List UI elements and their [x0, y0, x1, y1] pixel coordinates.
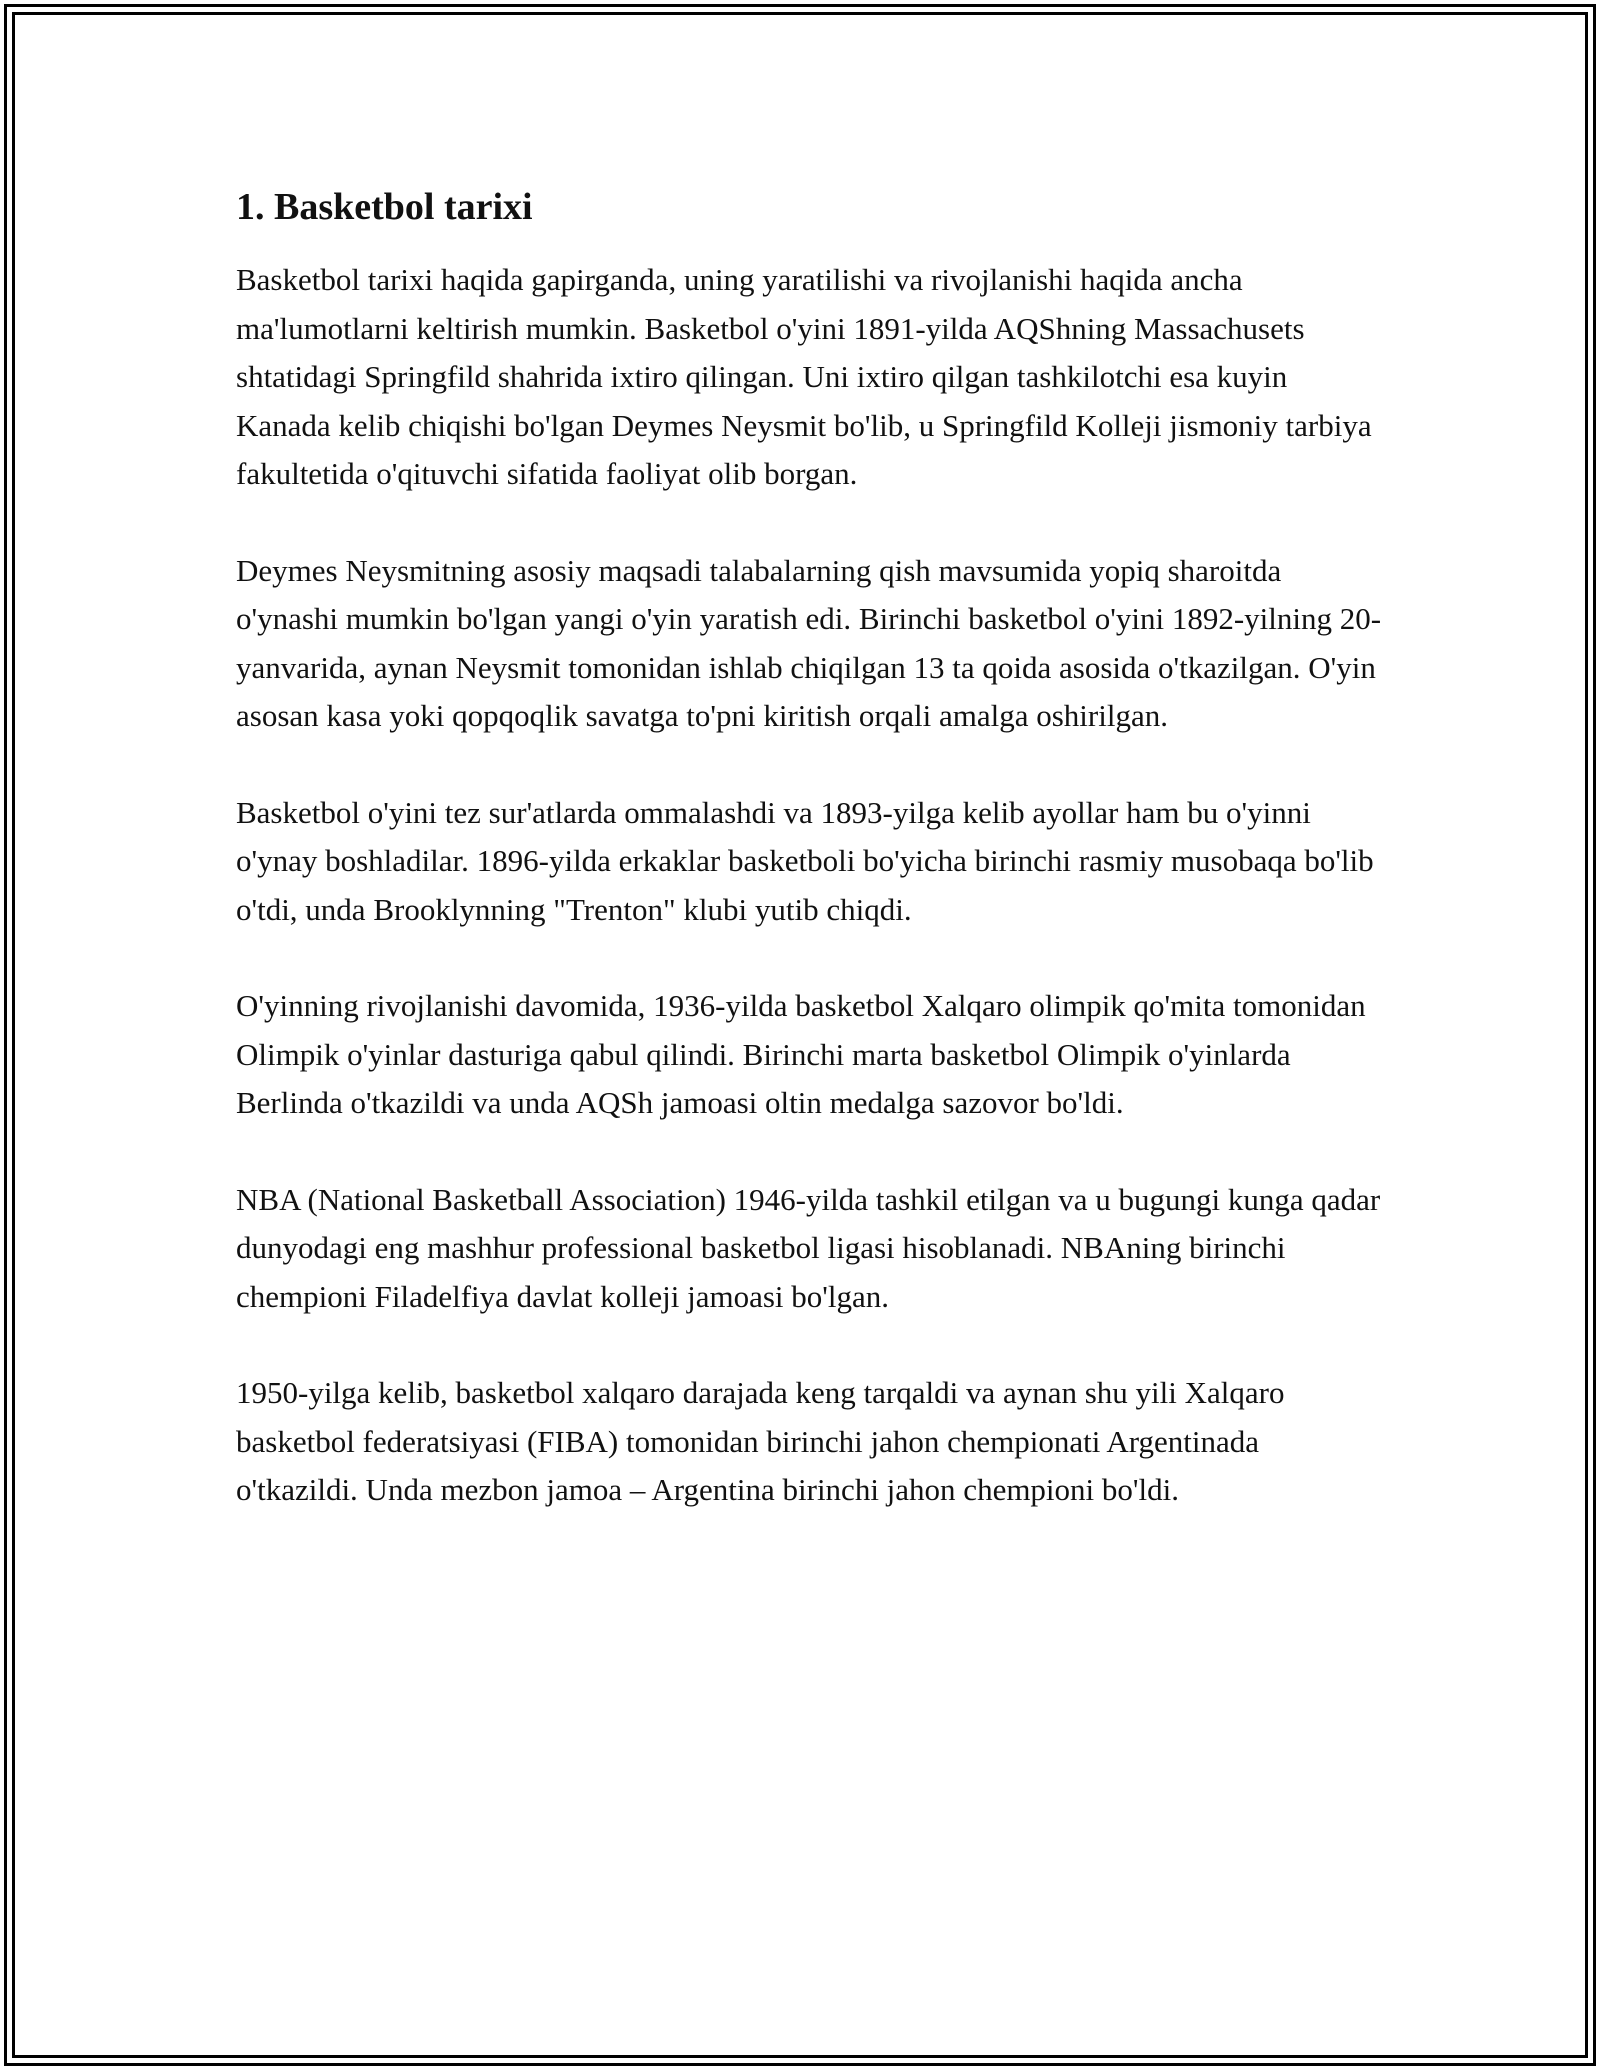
document-body: [236, 184, 1384, 1563]
section-heading: 1. Basketbol tarixi: [236, 186, 533, 228]
paragraph-1: Basketbol tarixi haqida gapirganda, uning yaratilishi va rivojlanishi haqida ancha ma'lumotlarni keltirish mumkin. Basketbol o'yini 1891-yilda AQShning Massachusets shtatidagi Springfild shahrida ixtiro qilingan. Uni ixtiro qilgan tashkilotchi esa kuyin Kanada kelib chiqishi bo'lgan Deymes Neysmit bo'lib, u Springfild Kolleji jismoniy tarbiya fakultetida o'qituvchi sifatida faoliyat olib borgan.: [236, 262, 1372, 491]
paragraph-6: 1950-yilga kelib, basketbol xalqaro darajada keng tarqaldi va aynan shu yili Xalqaro basketbol federatsiyasi (FIBA) tomonidan birinchi jahon chempionati Argentinada o'tkazildi. Unda mezbon jamoa – Argentina birinchi jahon chempioni bo'ldi.: [236, 1375, 1285, 1507]
paragraph-3: Basketbol o'yini tez sur'atlarda ommalashdi va 1893-yilga kelib ayollar ham bu o'yinni o'ynay boshladilar. 1896-yilda erkaklar basketboli bo'yicha birinchi rasmiy musobaqa bo'lib o'tdi, unda Brooklynning "Trenton" klubi yutib chiqdi.: [236, 794, 1374, 927]
paragraph-4: O'yinning rivojlanishi davomida, 1936-yilda basketbol Xalqaro olimpik qo'mita tomonidan Olimpik o'yinlar dasturiga qabul qilindi. Birinchi marta basketbol Olimpik o'yinlarda Berlinda o'tkazildi va unda AQSh jamoasi oltin medalga sazovor bo'ldi.: [236, 988, 1366, 1120]
paragraph-5: NBA (National Basketball Association) 1946-yilda tashkil etilgan va u bugungi kunga qadar dunyodagi eng mashhur professional basketbol ligasi hisoblanadi. NBAning birinchi chempioni Filadelfiya davlat kolleji jamoasi bo'lgan.: [236, 1181, 1381, 1314]
paragraph-2: Deymes Neysmitning asosiy maqsadi talabalarning qish mavsumida yopiq sharoitda o'ynashi mumkin bo'lgan yangi o'yin yaratish edi. Birinchi basketbol o'yini 1892-yilning 20-yanvarida, aynan Neysmit tomonidan ishlab chiqilgan 13 ta qoida asosida o'tkazilgan. O'yin asosan kasa yoki qopqoqlik savatga to'pni kiritish orqali amalga oshirilgan.: [236, 552, 1382, 733]
